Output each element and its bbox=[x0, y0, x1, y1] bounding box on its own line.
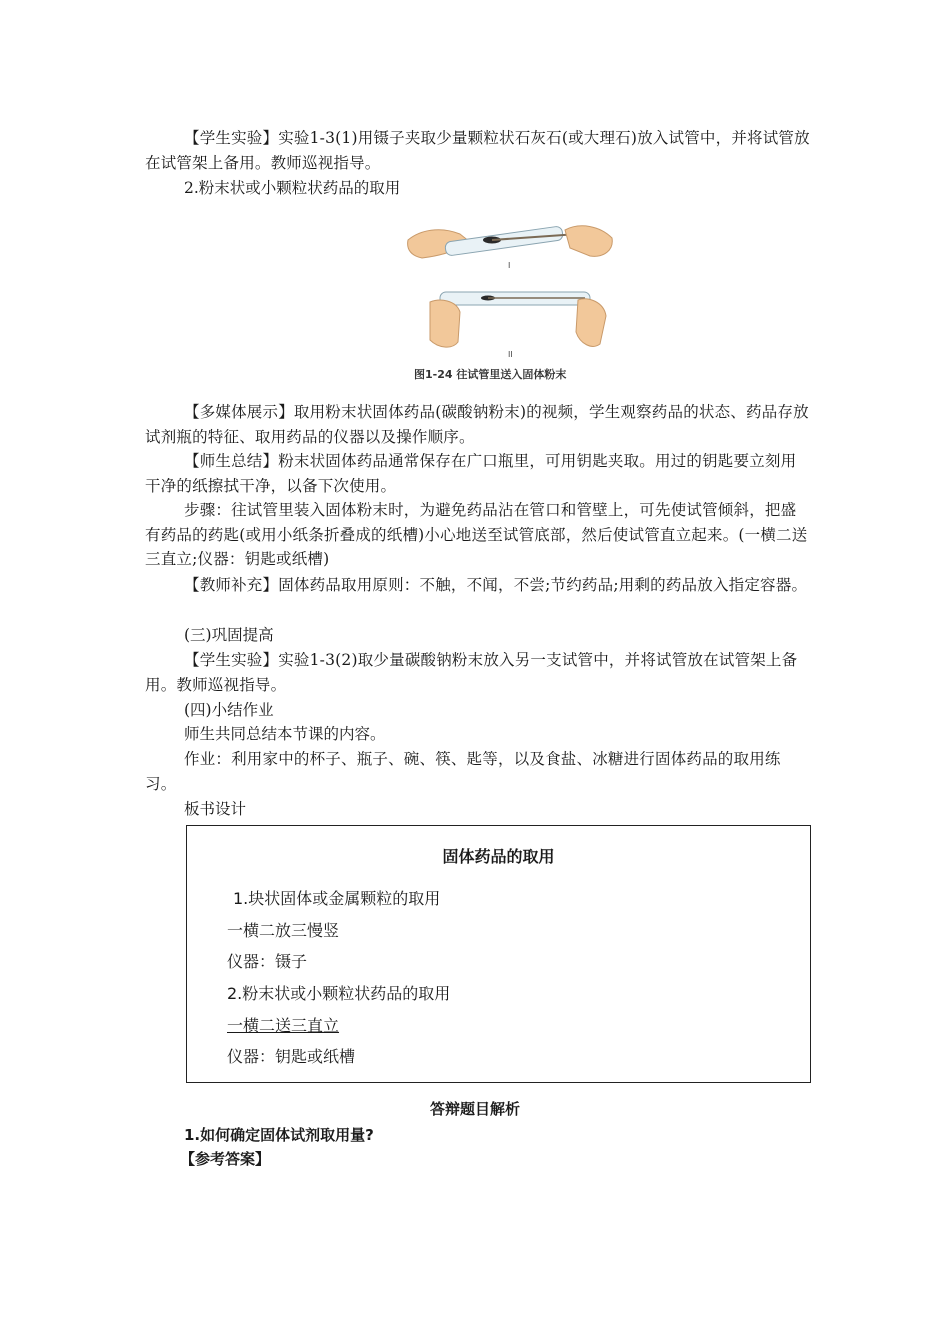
section-heading-powder: 2.粉末状或小颗粒状药品的取用 bbox=[184, 179, 401, 197]
illustration-step-two bbox=[430, 292, 606, 347]
paragraph-homework: 作业：利用家中的杯子、瓶子、碗、筷、匙等，以及食盐、冰糖进行固体药品的取用练习。 bbox=[145, 750, 781, 793]
board-title: 固体药品的取用 bbox=[442, 847, 555, 866]
board-line-3: 仪器：镊子 bbox=[227, 952, 308, 971]
paragraph-teacher-supplement: 【教师补充】固体药品取用原则：不触，不闻，不尝;节约药品;用剩的药品放入指定容器。 bbox=[184, 576, 808, 594]
paragraph-steps: 步骤：往试管里装入固体粉末时，为避免药品沾在管口和管壁上，可先使试管倾斜，把盛有药品的药匙(或用小纸条折叠成的纸槽)小心地送至试管底部，然后使试管直立起来。(一横二送三直立;仪器：钥匙或纸槽) bbox=[145, 501, 808, 569]
board-line-2: 一横二放三慢竖 bbox=[227, 921, 340, 940]
qa-question: 1.如何确定固体试剂取用量? bbox=[184, 1126, 374, 1144]
board-line-1: 1.块状固体或金属颗粒的取用 bbox=[233, 889, 441, 908]
qa-heading: 答辩题目解析 bbox=[429, 1100, 520, 1118]
section-heading-consolidation: (三)巩固提高 bbox=[184, 626, 274, 644]
paragraph-summary: 【师生总结】粉末状固体药品通常保存在广口瓶里，可用钥匙夹取。用过的钥匙要立刻用干净的纸擦拭干净，以备下次使用。 bbox=[145, 452, 797, 495]
board-design-box bbox=[186, 825, 811, 1083]
figure-label-two: II bbox=[508, 350, 513, 359]
illustration-step-one bbox=[408, 226, 613, 258]
figure-test-tube-powder bbox=[400, 212, 625, 392]
qa-answer-label: 【参考答案】 bbox=[180, 1150, 271, 1168]
section-heading-summary-homework: (四)小结作业 bbox=[184, 701, 274, 719]
figure-label-one: I bbox=[508, 261, 511, 270]
paragraph-joint-summary: 师生共同总结本节课的内容。 bbox=[184, 725, 386, 743]
figure-caption: 图1-24 往试管里送入固体粉末 bbox=[414, 368, 567, 381]
paragraph-student-experiment-2: 【学生实验】实验1-3(2)取少量碳酸钠粉末放入另一支试管中，并将试管放在试管架上备用。教师巡视指导。 bbox=[145, 651, 798, 694]
board-line-4: 2.粉末状或小颗粒状药品的取用 bbox=[227, 984, 451, 1003]
section-heading-board-design: 板书设计 bbox=[184, 800, 247, 818]
board-line-5: 一横二送三直立 bbox=[227, 1016, 340, 1035]
paragraph-multimedia: 【多媒体展示】取用粉末状固体药品(碳酸钠粉末)的视频，学生观察药品的状态、药品存放试剂瓶的特征、取用药品的仪器以及操作顺序。 bbox=[145, 403, 809, 446]
test-tube-illustration bbox=[400, 212, 625, 392]
board-line-6: 仪器：钥匙或纸槽 bbox=[227, 1047, 356, 1066]
paragraph-student-experiment-1: 【学生实验】实验1-3(1)用镊子夹取少量颗粒状石灰石(或大理石)放入试管中，并将试管放在试管架上备用。教师巡视指导。 bbox=[145, 129, 810, 172]
